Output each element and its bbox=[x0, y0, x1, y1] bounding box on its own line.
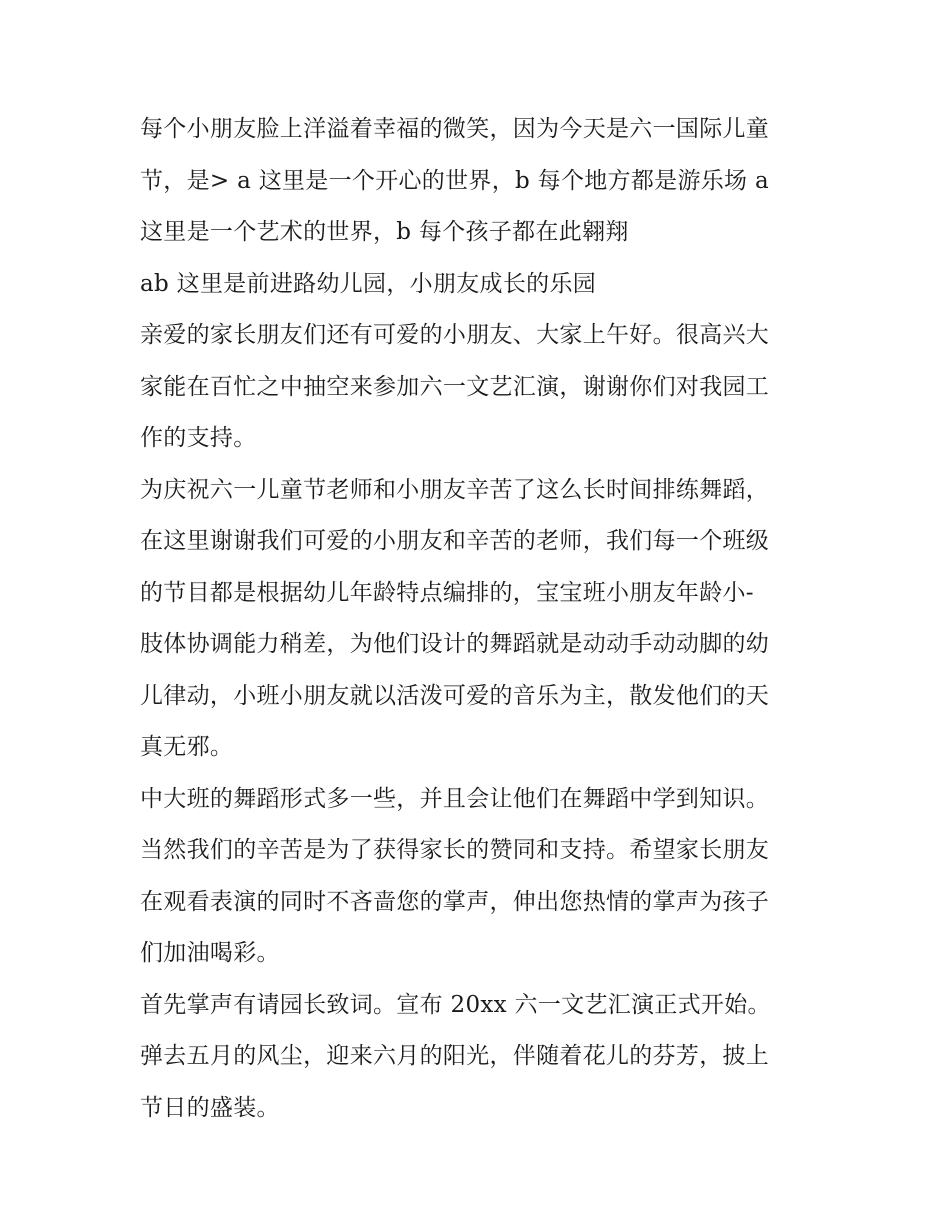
text-line: 中大班的舞蹈形式多一些，并且会让他们在舞蹈中学到知识。 bbox=[140, 785, 770, 812]
text-line: 的节目都是根据幼儿年龄特点编排的，宝宝班小朋友年龄小- bbox=[140, 579, 754, 606]
text-line: ab 这里是前进路幼儿园，小朋友成长的乐园 bbox=[140, 270, 597, 297]
document-body bbox=[140, 104, 830, 1134]
text-line: 节日的盛装。 bbox=[140, 1094, 280, 1121]
text-line: 肢体协调能力稍差，为他们设计的舞蹈就是动动手动动脚的幼 bbox=[140, 631, 770, 657]
text-line: 节，是> a 这里是一个开心的世界，b 每个地方都是游乐场 a bbox=[140, 167, 769, 194]
text-line: 亲爱的家长朋友们还有可爱的小朋友、大家上午好。很高兴大 bbox=[140, 322, 770, 348]
text-line: 弹去五月的风尘，迎来六月的阳光，伴随着花儿的芬芳，披上 bbox=[140, 1043, 770, 1069]
text-line: 作的支持。 bbox=[140, 425, 257, 451]
text-line: 为庆祝六一儿童节老师和小朋友辛苦了这么长时间排练舞蹈， bbox=[140, 476, 770, 503]
text-line: 家能在百忙之中抽空来参加六一文艺汇演，谢谢你们对我园工 bbox=[140, 373, 770, 400]
text-line: 在观看表演的同时不吝啬您的掌声，伸出您热情的掌声为孩子 bbox=[140, 888, 770, 915]
text-line: 真无邪。 bbox=[140, 734, 234, 760]
text-line: 在这里谢谢我们可爱的小朋友和辛苦的老师，我们每一个班级 bbox=[140, 528, 770, 554]
text-line: 这里是一个艺术的世界，b 每个孩子都在此翱翔 bbox=[140, 219, 629, 245]
text-line: 每个小朋友脸上洋溢着幸福的微笑，因为今天是六一国际儿童 bbox=[140, 116, 770, 142]
text-line: 当然我们的辛苦是为了获得家长的赞同和支持。希望家长朋友 bbox=[140, 837, 770, 863]
text-line: 们加油喝彩。 bbox=[140, 940, 280, 966]
text-line: 儿律动，小班小朋友就以活泼可爱的音乐为主，散发他们的天 bbox=[140, 682, 770, 709]
text-line: 首先掌声有请园长致词。宣布 20xx 六一文艺汇演正式开始。 bbox=[140, 991, 771, 1018]
